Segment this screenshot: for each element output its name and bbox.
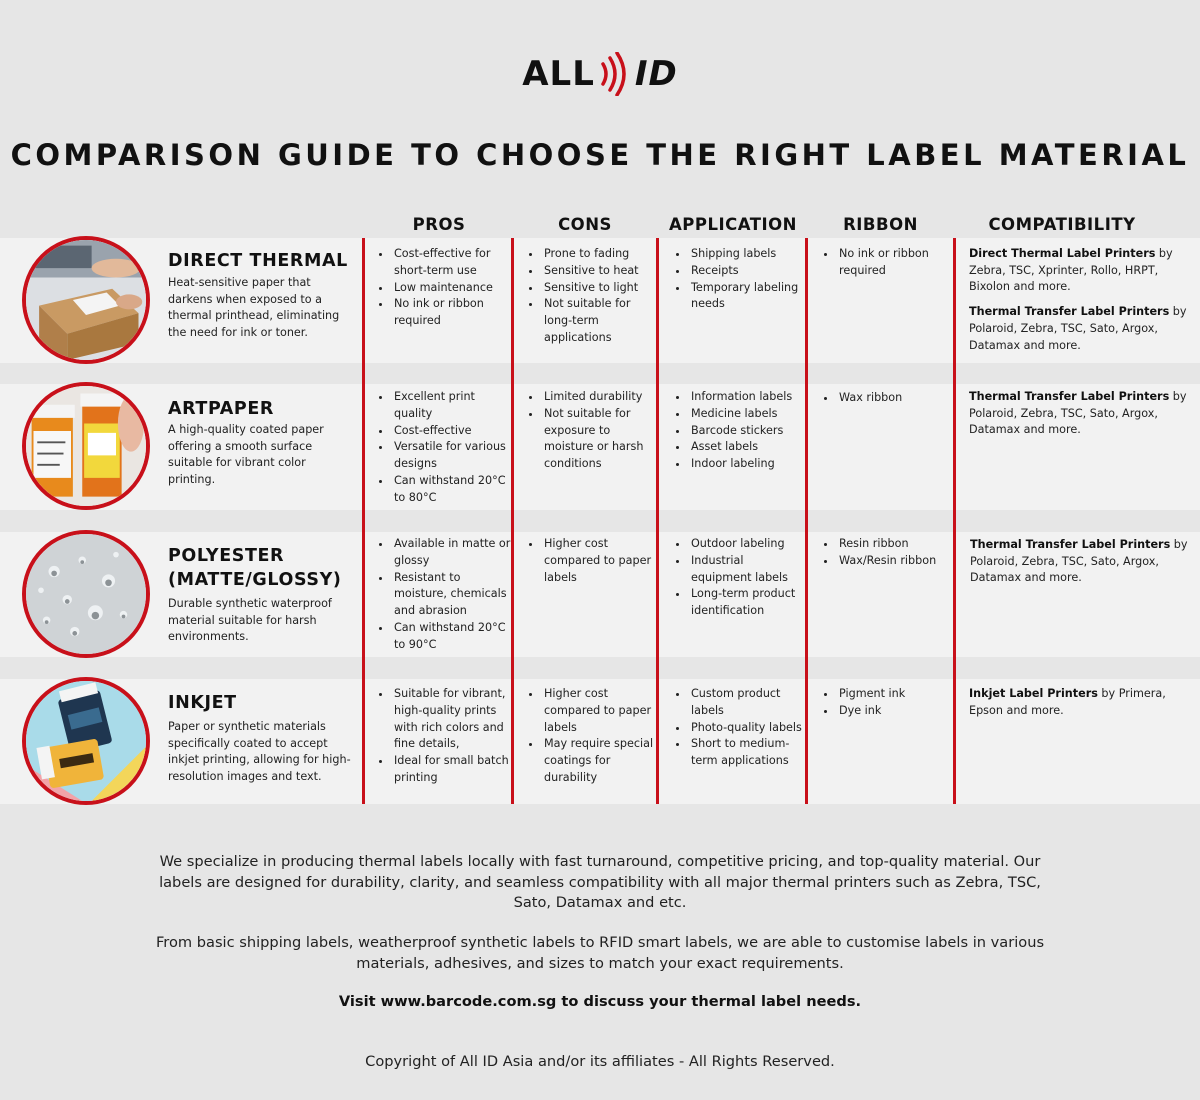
ribbon-list bbox=[819, 246, 957, 280]
pros-list bbox=[374, 389, 512, 507]
header-pros: PROS bbox=[412, 215, 466, 234]
header-ribbon: RIBBON bbox=[843, 215, 918, 234]
material-description: A high-quality coated paper offering a smooth surface suitable for vibrant color printing. bbox=[168, 423, 324, 487]
cons-list bbox=[524, 686, 660, 787]
compatibility-cell bbox=[969, 246, 1191, 362]
supplement-bottles-photo bbox=[22, 677, 150, 805]
printer-brands: by Primera, Epson and more. bbox=[969, 687, 1166, 717]
printer-type: Direct Thermal Label Printers bbox=[969, 247, 1156, 260]
application-list bbox=[671, 246, 801, 313]
list-item: • Not suitable for exposure to moisture or harsh conditions bbox=[542, 406, 660, 473]
list-item: • Long-term product identification bbox=[689, 586, 807, 620]
copyright-notice: Copyright of All ID Asia and/or its affiliates - All Rights Reserved. bbox=[365, 1053, 835, 1070]
list-item: • Indoor labeling bbox=[689, 456, 801, 473]
pros-list bbox=[374, 246, 512, 330]
brand-logo bbox=[0, 52, 1200, 96]
ribbon-list bbox=[819, 686, 957, 720]
material-description: Paper or synthetic materials specifically coated to accept inkjet printing, allowing for high-resolution images and text. bbox=[168, 720, 351, 784]
cons-list bbox=[524, 536, 660, 586]
footer-paragraph-2: From basic shipping labels, weatherproof synthetic labels to RFID smart labels, we are able to customise labels in various materials, adhesives, and sizes to match your exact requirements. bbox=[155, 934, 1045, 972]
list-item: • Ideal for small batch printing bbox=[392, 753, 516, 787]
list-item: • Sensitive to light bbox=[542, 280, 660, 297]
list-item: • Can withstand 20°C to 80°C bbox=[392, 473, 512, 507]
header-compatibility: COMPATIBILITY bbox=[988, 215, 1136, 234]
compatibility-cell bbox=[969, 686, 1191, 727]
list-item: • Limited durability bbox=[542, 389, 660, 406]
logo-text-id: ID bbox=[634, 54, 678, 94]
list-item: • Information labels bbox=[689, 389, 801, 406]
list-item: • Low maintenance bbox=[392, 280, 512, 297]
list-item: • Excellent print quality bbox=[392, 389, 512, 423]
compatibility-cell bbox=[970, 537, 1192, 595]
list-item: • Wax ribbon bbox=[837, 390, 957, 407]
printer-type: Thermal Transfer Label Printers bbox=[969, 305, 1170, 319]
list-item: • Pigment ink bbox=[837, 686, 957, 703]
pros-list bbox=[374, 536, 516, 654]
list-item: • Can withstand 20°C to 90°C bbox=[392, 620, 516, 654]
pros-list bbox=[374, 686, 516, 787]
application-list bbox=[671, 536, 807, 620]
printer-brands: by Polaroid, Zebra, TSC, Sato, Argox, Datamax and more. bbox=[970, 538, 1188, 585]
list-item: • No ink or ribbon required bbox=[392, 296, 512, 330]
cons-list bbox=[524, 389, 660, 473]
list-item: • Barcode stickers bbox=[689, 423, 801, 440]
list-item: • Cost-effective for short-term use bbox=[392, 246, 512, 280]
list-item: • Cost-effective bbox=[392, 423, 512, 440]
list-item: • Wax/Resin ribbon bbox=[837, 553, 967, 570]
list-item: • Versatile for various designs bbox=[392, 439, 512, 473]
application-list bbox=[671, 389, 801, 473]
footer-paragraph-1: We specialize in producing thermal labels locally with fast turnaround, competitive pricing, and top-quality material. Our labels are designed for durability, clarity, and seamless compatibility with all major thermal printers such as Zebra, TSC, Sato, Datamax and etc. bbox=[159, 853, 1041, 911]
ribbon-list bbox=[819, 390, 957, 407]
printer-type: Thermal Transfer Label Printers bbox=[969, 390, 1170, 403]
printer-brands: by Polaroid, Zebra, TSC, Sato, Argox, Datamax and more. bbox=[969, 305, 1187, 352]
material-name: DIRECT THERMAL bbox=[168, 251, 348, 271]
compatibility-cell bbox=[969, 389, 1191, 447]
list-item: • Custom product labels bbox=[689, 686, 807, 720]
list-item: • Outdoor labeling bbox=[689, 536, 807, 553]
list-item: • Not suitable for long-term applications bbox=[542, 296, 660, 346]
list-item: • Industrial equipment labels bbox=[689, 553, 807, 587]
list-item: • Available in matte or glossy bbox=[392, 536, 516, 570]
printer-type: Thermal Transfer Label Printers bbox=[970, 538, 1171, 551]
list-item: • Photo-quality labels bbox=[689, 720, 807, 737]
list-item: • Higher cost compared to paper labels bbox=[542, 536, 660, 586]
header-application: APPLICATION bbox=[669, 215, 797, 234]
signal-waves-icon bbox=[597, 52, 633, 96]
list-item: • Resistant to moisture, chemicals and abrasion bbox=[392, 570, 516, 620]
pill-bottles-photo bbox=[22, 382, 150, 510]
footer-cta: Visit www.barcode.com.sg to discuss your thermal label needs. bbox=[338, 993, 862, 1010]
list-item: • Short to medium-term applications bbox=[689, 736, 807, 770]
list-item: • Dye ink bbox=[837, 703, 957, 720]
list-item: • No ink or ribbon required bbox=[837, 246, 957, 280]
list-item: • Higher cost compared to paper labels bbox=[542, 686, 660, 736]
package-photo bbox=[22, 236, 150, 364]
list-item: • Asset labels bbox=[689, 439, 801, 456]
water-droplets-photo bbox=[22, 530, 150, 658]
material-name: POLYESTER (MATTE/GLOSSY) bbox=[168, 546, 342, 590]
list-item: • Suitable for vibrant, high-quality prints with rich colors and fine details, bbox=[392, 686, 516, 753]
list-item: • Prone to fading bbox=[542, 246, 660, 263]
material-name: INKJET bbox=[168, 693, 237, 713]
logo-text-all: ALL bbox=[522, 54, 595, 94]
printer-brands: by Zebra, TSC, Xprinter, Rollo, HRPT, Bixolon and more. bbox=[969, 247, 1173, 294]
list-item: • Temporary labeling needs bbox=[689, 280, 801, 314]
header-cons: CONS bbox=[558, 215, 612, 234]
list-item: • Shipping labels bbox=[689, 246, 801, 263]
application-list bbox=[671, 686, 807, 770]
column-divider bbox=[362, 238, 365, 804]
cons-list bbox=[524, 246, 660, 347]
list-item: • Resin ribbon bbox=[837, 536, 967, 553]
material-description: Durable synthetic waterproof material suitable for harsh environments. bbox=[168, 597, 332, 644]
list-item: • Receipts bbox=[689, 263, 801, 280]
list-item: • May require special coatings for durability bbox=[542, 736, 660, 786]
list-item: • Sensitive to heat bbox=[542, 263, 660, 280]
material-description: Heat-sensitive paper that darkens when exposed to a thermal printhead, eliminating the need for ink or toner. bbox=[168, 276, 340, 340]
printer-brands: by Polaroid, Zebra, TSC, Sato, Argox, Datamax and more. bbox=[969, 390, 1187, 437]
printer-type: Inkjet Label Printers bbox=[969, 687, 1098, 700]
material-name: ARTPAPER bbox=[168, 399, 274, 419]
ribbon-list bbox=[819, 536, 967, 570]
page-title: COMPARISON GUIDE TO CHOOSE THE RIGHT LABEL MATERIAL bbox=[10, 138, 1190, 172]
list-item: • Medicine labels bbox=[689, 406, 801, 423]
